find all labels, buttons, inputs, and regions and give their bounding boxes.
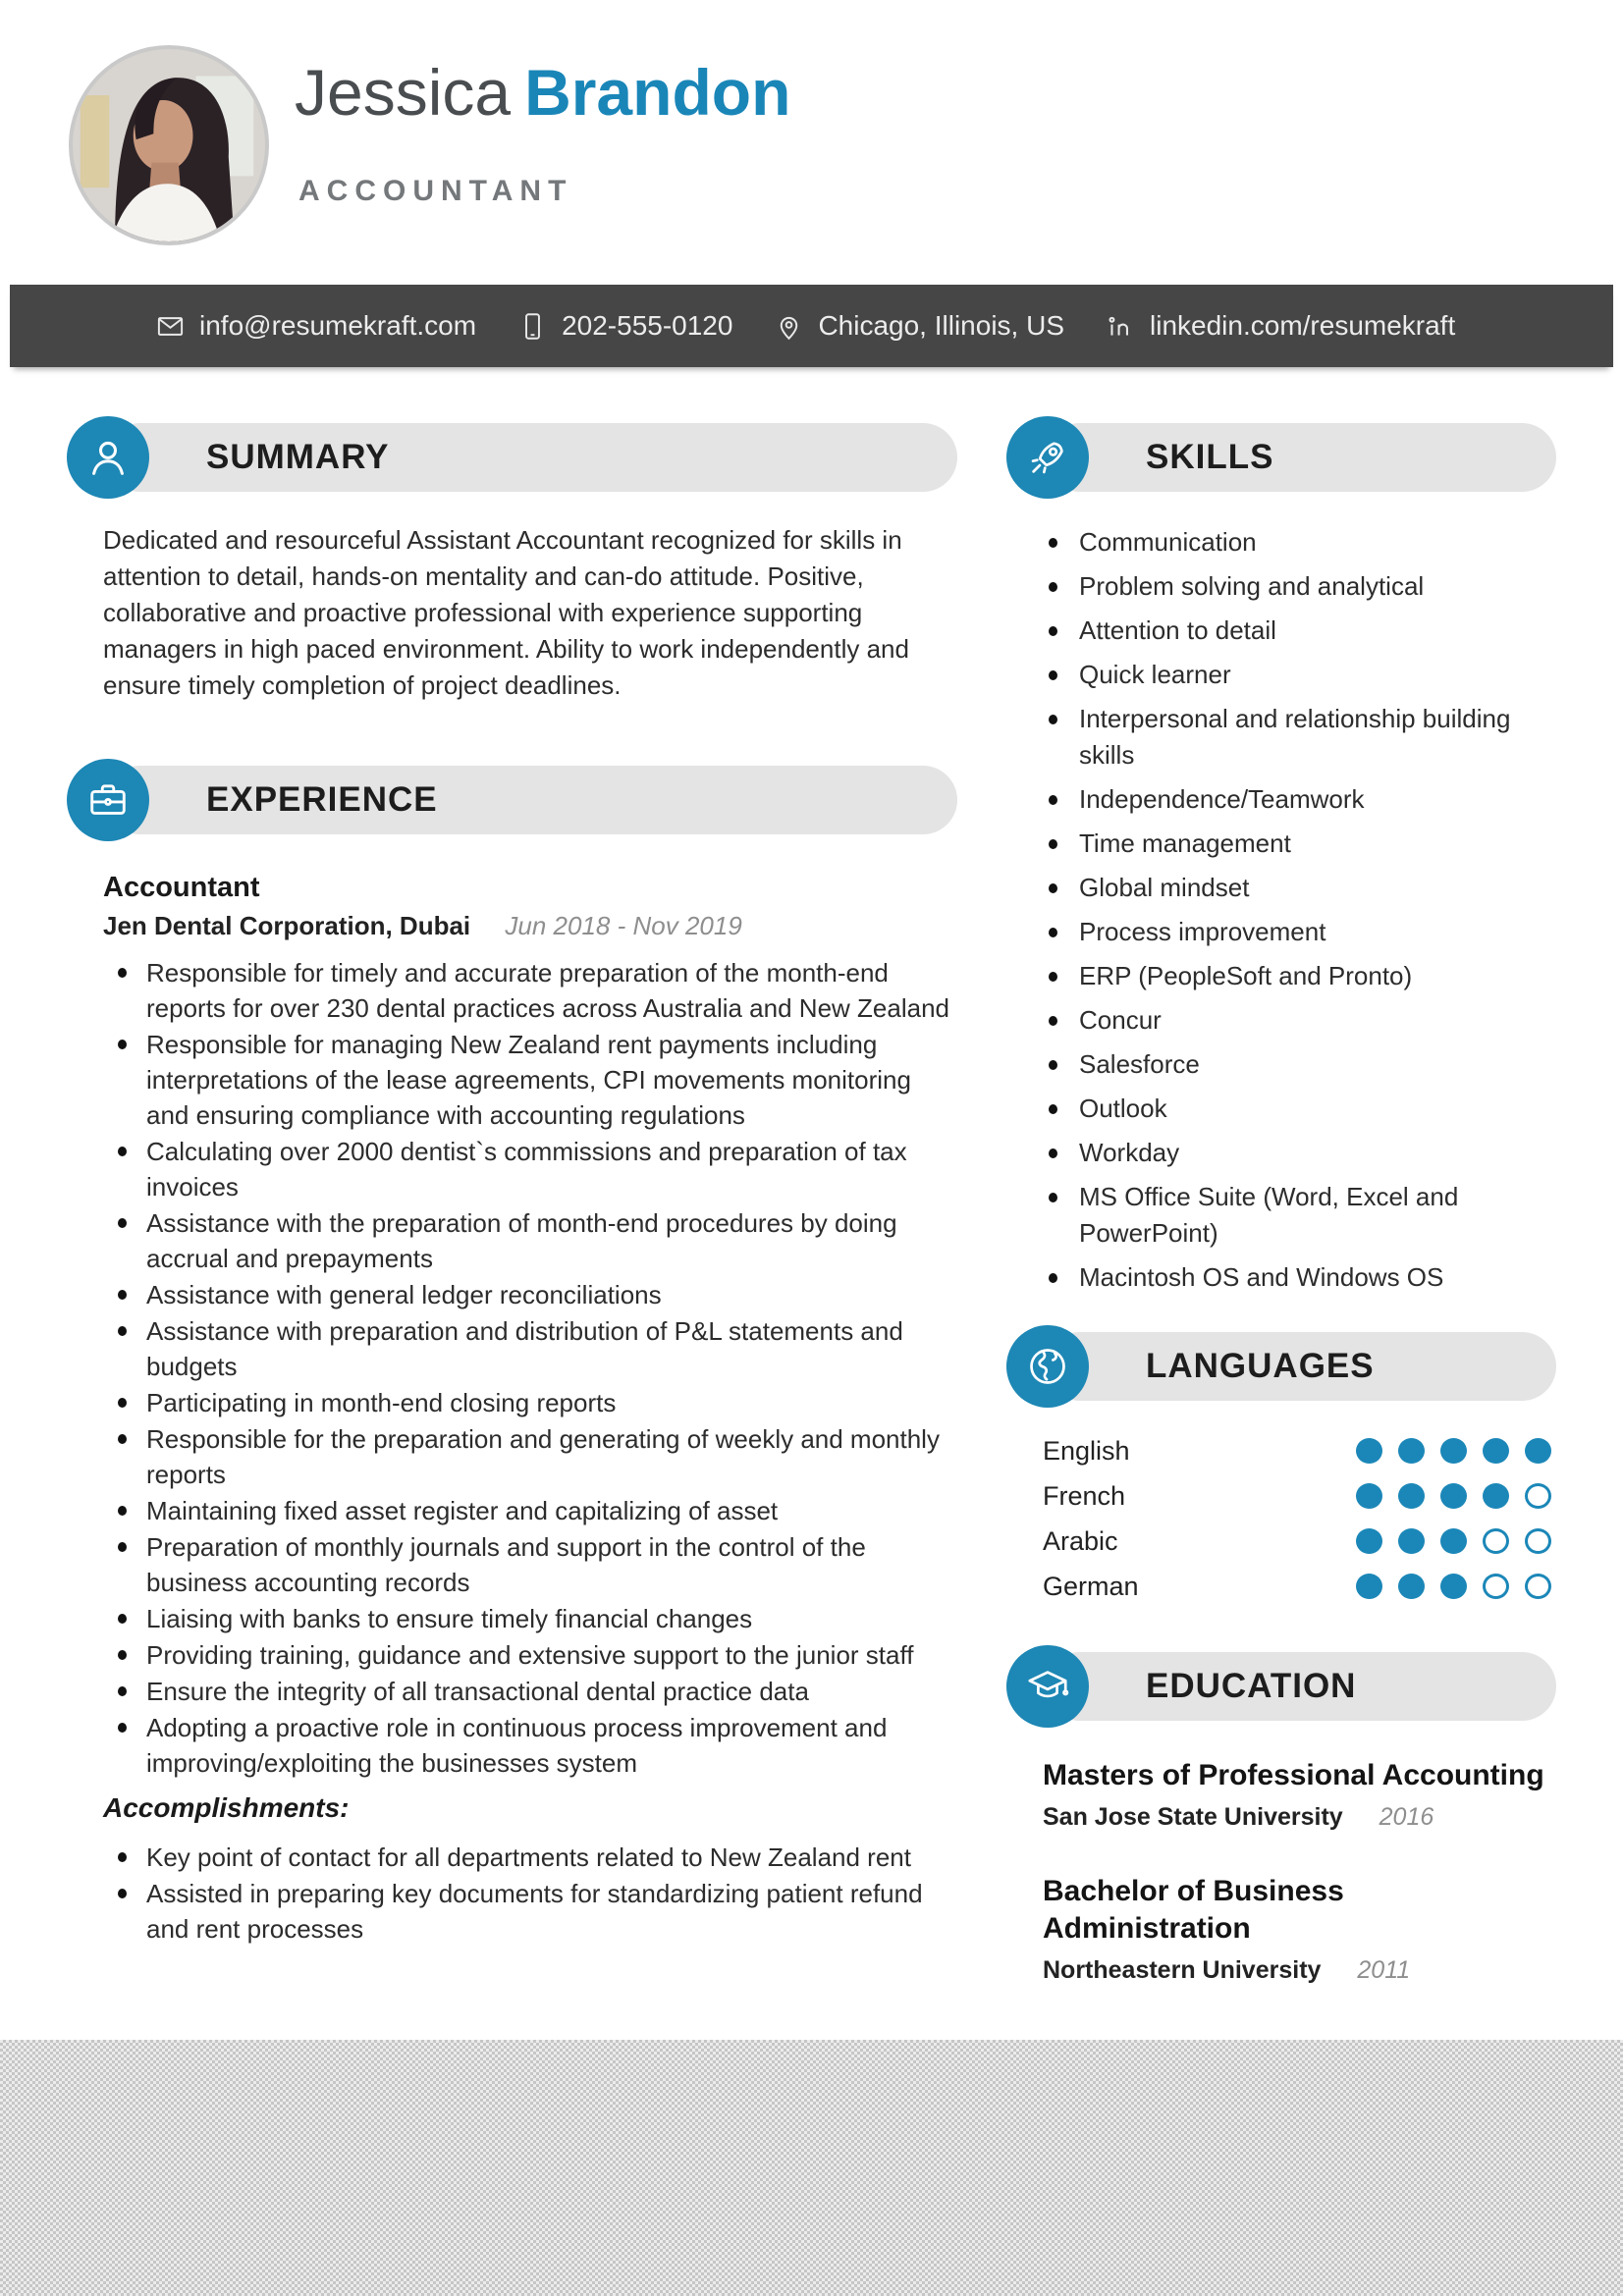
bullet-text: Outlook	[1079, 1094, 1167, 1123]
bullet-text: Responsible for the preparation and generating of weekly and monthly reports	[146, 1424, 940, 1489]
level-dot-filled	[1483, 1438, 1509, 1464]
bullet-text: Communication	[1079, 527, 1257, 557]
bullet-text: Assistance with general ledger reconciliations	[146, 1280, 662, 1309]
bullet-text: Responsible for managing New Zealand rent payments including interpretations of the lease agreements, CPI movements monitoring and ensuring compliance with accounting regulations	[146, 1030, 911, 1130]
job-meta	[103, 910, 957, 941]
list-item	[103, 1205, 957, 1276]
profile-photo	[69, 45, 269, 245]
experience-bullet-list	[103, 955, 957, 1781]
bullet-text: Time management	[1079, 828, 1291, 858]
list-item	[1014, 657, 1556, 693]
linkedin-icon	[1106, 311, 1136, 342]
list-item	[1014, 1259, 1556, 1296]
education-meta	[1043, 1802, 1556, 1832]
list-item	[1014, 781, 1556, 818]
summary-title: SUMMARY	[206, 438, 390, 476]
first-name: Jessica	[295, 56, 512, 129]
list-item	[1014, 958, 1556, 994]
list-item	[103, 1674, 957, 1709]
bullet-text: Adopting a proactive role in continuous process improvement and improving/exploiting the businesses system	[146, 1713, 888, 1778]
bullet-text: Workday	[1079, 1138, 1180, 1167]
bullet-text: Interpersonal and relationship building skills	[1079, 704, 1511, 770]
bullet-text: Calculating over 2000 dentist`s commissions and preparation of tax invoices	[146, 1137, 907, 1201]
experience-title: EXPERIENCE	[206, 780, 438, 819]
bullet-text: MS Office Suite (Word, Excel and PowerPoint)	[1079, 1182, 1459, 1248]
transparency-checker-band	[0, 2040, 1623, 2296]
language-dots	[1356, 1483, 1551, 1509]
level-dot-filled	[1440, 1438, 1467, 1464]
list-item	[103, 1493, 957, 1528]
bullet-text: Global mindset	[1079, 873, 1250, 902]
list-item	[1014, 1135, 1556, 1171]
bullet-text: Responsible for timely and accurate preparation of the month-end reports for over 230 dental practices across Australia and New Zealand	[146, 958, 949, 1023]
person-job-title: ACCOUNTANT	[298, 175, 573, 207]
language-name: German	[1043, 1571, 1139, 1601]
languages-title: LANGUAGES	[1146, 1347, 1375, 1385]
list-item	[103, 1876, 957, 1947]
contact-email[interactable]	[155, 310, 476, 342]
experience-section-header	[67, 759, 957, 841]
person-name	[295, 57, 790, 129]
summary-section-header	[67, 416, 957, 499]
level-dot-empty	[1525, 1483, 1551, 1509]
list-item	[103, 1027, 957, 1133]
bullet-text: Concur	[1079, 1005, 1162, 1035]
level-dot-empty	[1525, 1574, 1551, 1599]
language-dots	[1356, 1574, 1551, 1599]
bullet-text: Salesforce	[1079, 1049, 1200, 1079]
contact-location[interactable]	[774, 310, 1064, 342]
contact-linkedin[interactable]	[1106, 310, 1455, 342]
skills-title: SKILLS	[1146, 438, 1274, 476]
education-entry	[1043, 1873, 1556, 1985]
list-item	[103, 1529, 957, 1600]
skills-list	[1014, 524, 1556, 1296]
school: San Jose State University	[1043, 1803, 1343, 1831]
linkedin-text: linkedin.com/resumekraft	[1150, 310, 1456, 341]
language-row	[1043, 1523, 1551, 1559]
education-list	[1006, 1757, 1556, 1985]
list-item	[1014, 1046, 1556, 1083]
bullet-text: Attention to detail	[1079, 615, 1276, 645]
accomplishments-bullet-list	[103, 1840, 957, 1947]
language-row	[1043, 1433, 1551, 1468]
list-item	[1014, 914, 1556, 950]
bullet-text: Providing training, guidance and extensive support to the junior staff	[146, 1640, 914, 1670]
skills-pill	[1046, 423, 1556, 492]
list-item	[103, 1421, 957, 1492]
list-item	[1014, 1179, 1556, 1252]
level-dot-filled	[1398, 1574, 1425, 1599]
right-column	[1006, 416, 1556, 1985]
contact-phone[interactable]	[517, 310, 732, 342]
bullet-text: Key point of contact for all departments related to New Zealand rent	[146, 1842, 911, 1872]
level-dot-filled	[1440, 1574, 1467, 1599]
bullet-text: Maintaining fixed asset register and capitalizing of asset	[146, 1496, 779, 1525]
level-dot-filled	[1483, 1483, 1509, 1509]
school: Northeastern University	[1043, 1956, 1322, 1984]
level-dot-filled	[1440, 1528, 1467, 1554]
language-row	[1043, 1478, 1551, 1514]
list-item	[1014, 1091, 1556, 1127]
list-item	[103, 955, 957, 1026]
job-title: Accountant	[103, 872, 260, 903]
education-meta	[1043, 1955, 1556, 1985]
level-dot-empty	[1525, 1528, 1551, 1554]
language-name: Arabic	[1043, 1525, 1118, 1556]
list-item	[1014, 1002, 1556, 1039]
phone-icon	[517, 311, 548, 342]
list-item	[103, 1313, 957, 1384]
globe-icon	[1006, 1325, 1089, 1408]
languages-list	[1006, 1433, 1556, 1604]
summary-text: Dedicated and resourceful Assistant Accountant recognized for skills in attention to detail, hands-on mentality and can-do attitude. Positive, collaborative and proactive professional with experience supporting managers in high paced environment. Ability to work independently and ensure timely completion of project deadlines.	[103, 525, 909, 700]
bullet-text: Ensure the integrity of all transactional dental practice data	[146, 1677, 809, 1706]
rocket-icon	[1006, 416, 1089, 499]
list-item	[103, 1840, 957, 1875]
bullet-text: Macintosh OS and Windows OS	[1079, 1262, 1444, 1292]
language-dots	[1356, 1528, 1551, 1554]
list-item	[103, 1134, 957, 1204]
level-dot-empty	[1483, 1528, 1509, 1554]
location-text: Chicago, Illinois, US	[818, 310, 1065, 341]
graduation-cap-icon	[1006, 1645, 1089, 1728]
phone-text: 202-555-0120	[562, 310, 733, 341]
contact-bar	[10, 285, 1613, 367]
list-item	[1014, 870, 1556, 906]
briefcase-icon	[67, 759, 149, 841]
list-item	[1014, 826, 1556, 862]
level-dot-filled	[1525, 1438, 1551, 1464]
list-item	[1014, 613, 1556, 649]
email-text: info@resumekraft.com	[199, 310, 477, 341]
company-name: Jen Dental Corporation, Dubai	[103, 911, 471, 940]
bullet-text: Quick learner	[1079, 660, 1231, 689]
degree: Masters of Professional Accounting	[1043, 1759, 1544, 1791]
list-item	[103, 1637, 957, 1673]
list-item	[103, 1385, 957, 1420]
list-item	[103, 1710, 957, 1781]
list-item	[103, 1601, 957, 1636]
bullet-text: Assisted in preparing key documents for standardizing patient refund and rent processes	[146, 1879, 923, 1944]
email-icon	[155, 311, 186, 342]
graduation-year: 2011	[1357, 1956, 1411, 1984]
profile-photo-illustration	[73, 49, 265, 241]
level-dot-filled	[1398, 1483, 1425, 1509]
level-dot-filled	[1440, 1483, 1467, 1509]
bullet-text: Assistance with preparation and distribution of P&L statements and budgets	[146, 1316, 903, 1381]
bullet-text: ERP (PeopleSoft and Pronto)	[1079, 961, 1413, 990]
languages-section-header	[1006, 1325, 1556, 1408]
level-dot-filled	[1398, 1438, 1425, 1464]
graduation-year: 2016	[1379, 1803, 1434, 1831]
level-dot-filled	[1398, 1528, 1425, 1554]
list-item	[103, 1277, 957, 1312]
level-dot-empty	[1483, 1574, 1509, 1599]
language-dots	[1356, 1438, 1551, 1464]
language-name: French	[1043, 1480, 1126, 1511]
list-item	[1014, 701, 1556, 774]
level-dot-filled	[1356, 1528, 1382, 1554]
accomplishments-label: Accomplishments:	[103, 1792, 350, 1823]
employment-dates: Jun 2018 - Nov 2019	[505, 911, 742, 940]
degree: Bachelor of Business Administration	[1043, 1875, 1344, 1945]
person-icon	[67, 416, 149, 499]
education-section-header	[1006, 1645, 1556, 1728]
location-pin-icon	[774, 311, 804, 342]
bullet-text: Liaising with banks to ensure timely financial changes	[146, 1604, 753, 1633]
language-name: English	[1043, 1435, 1130, 1466]
level-dot-filled	[1356, 1438, 1382, 1464]
level-dot-filled	[1356, 1574, 1382, 1599]
level-dot-filled	[1356, 1483, 1382, 1509]
bullet-text: Assistance with the preparation of month-end procedures by doing accrual and prepayments	[146, 1208, 897, 1273]
left-column	[67, 416, 957, 1948]
education-entry	[1043, 1757, 1556, 1832]
language-row	[1043, 1569, 1551, 1604]
list-item	[1014, 524, 1556, 561]
bullet-text: Problem solving and analytical	[1079, 571, 1425, 601]
list-item	[1014, 568, 1556, 605]
bullet-text: Independence/Teamwork	[1079, 784, 1365, 814]
bullet-text: Process improvement	[1079, 917, 1326, 946]
last-name: Brandon	[524, 56, 791, 129]
education-title: EDUCATION	[1146, 1667, 1357, 1705]
bullet-text: Preparation of monthly journals and support in the control of the business accounting records	[146, 1532, 866, 1597]
bullet-text: Participating in month-end closing reports	[146, 1388, 617, 1417]
skills-section-header	[1006, 416, 1556, 499]
